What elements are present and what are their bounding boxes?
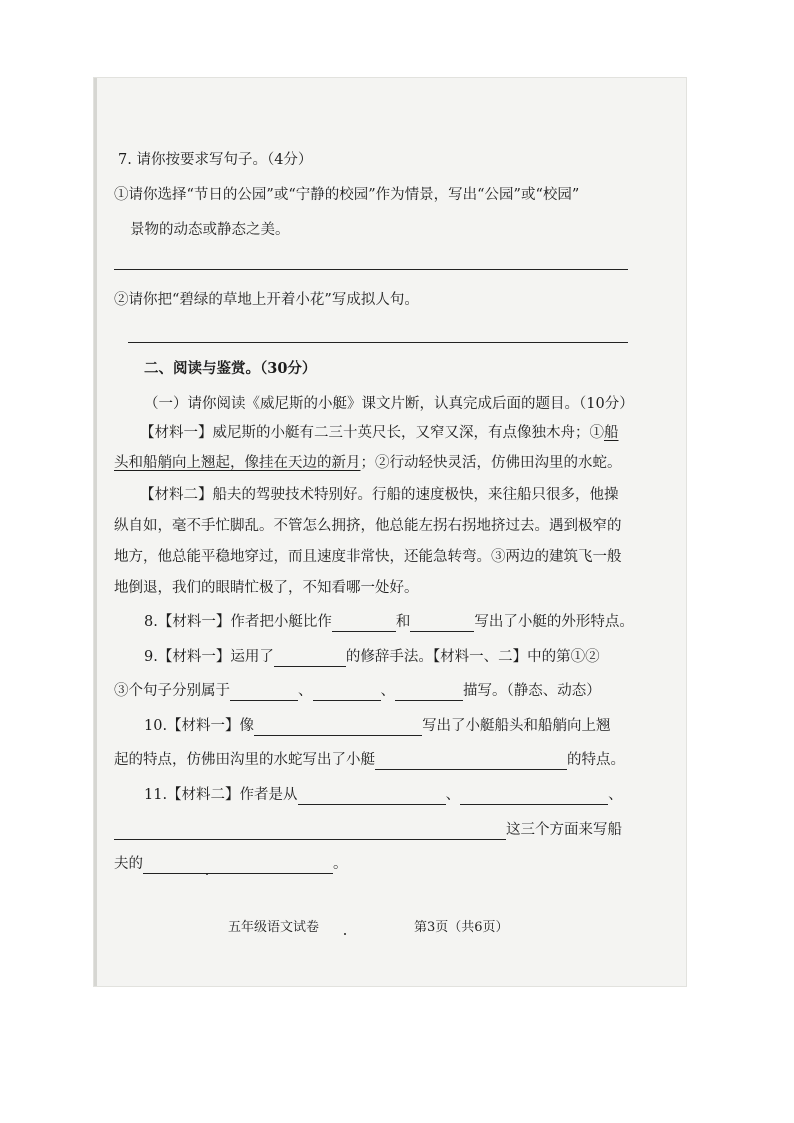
q9-blank-1[interactable] — [230, 684, 298, 701]
q8-part-a: 8.【材料一】作者把小艇比作 — [144, 614, 332, 630]
q9-sep-2: 、 — [380, 683, 395, 699]
q9-part-a: 9.【材料一】运用了 — [144, 649, 274, 665]
q8-blank-2[interactable] — [410, 615, 474, 632]
q11-line3 — [114, 854, 348, 874]
q10-line1 — [144, 716, 611, 736]
q11-sep-2: 、 — [608, 787, 623, 803]
material1-line1-text: 【材料一】威尼斯的小艇有二三十英尺长，又窄又深，有点像独木舟；① — [140, 425, 604, 441]
q10-blank-2[interactable] — [375, 753, 567, 770]
q7-answer-line-1[interactable] — [114, 269, 628, 270]
material1-line2-rest: ；②行动轻快灵活，仿佛田沟里的水蛇。 — [360, 455, 622, 471]
q7-item1-line2: 景物的动态或静态之美。 — [130, 222, 290, 238]
section2-heading: 二、阅读与鉴赏。（30分） — [144, 360, 317, 377]
footer-exam-title: 五年级语文试卷 — [228, 920, 320, 935]
q11-part-a: 11.【材料二】作者是从 — [144, 787, 298, 803]
q10-line2 — [114, 750, 625, 770]
q11-line2 — [114, 820, 622, 840]
q11-blank-3[interactable] — [114, 823, 506, 840]
section2-part1: （一）请你阅读《威尼斯的小艇》课文片断，认真完成后面的题目。（10分） — [144, 396, 634, 412]
material2-line4: 地倒退，我们的眼睛忙极了，不知看哪一处好。 — [114, 580, 419, 596]
q11-blank-2[interactable] — [460, 788, 608, 805]
footer-page-number: 第3页（共6页） — [414, 920, 509, 935]
scan-speck — [344, 933, 346, 935]
q7-item1-line1: ①请你选择“节日的公园”或“宁静的校园”作为情景，写出“公园”或“校园” — [114, 187, 580, 203]
q9-blank-rhetoric[interactable] — [274, 650, 346, 667]
q8-blank-1[interactable] — [332, 615, 396, 632]
q11-blank-4[interactable] — [143, 857, 333, 874]
exam-page — [94, 78, 686, 986]
q11-line1 — [144, 785, 623, 805]
q9-sep-1: 、 — [298, 683, 313, 699]
material1-underlined-sentence: 头和船艄向上翘起，像挂在天边的新月 — [114, 455, 361, 471]
q9-part-b: 的修辞手法。【材料一、二】中的第①② — [345, 649, 600, 665]
q11-sep-1: 、 — [445, 787, 461, 803]
q10-blank-1[interactable] — [254, 719, 422, 736]
q9-part-c: ③个句子分别属于 — [114, 683, 230, 699]
material2-line1: 【材料二】船夫的驾驶技术特别好。行船的速度极快，来往船只很多，他操 — [140, 487, 619, 503]
q11-part-f: 。 — [333, 856, 348, 872]
q9-blank-3[interactable] — [395, 684, 463, 701]
q8-part-c: 写出了小艇的外形特点。 — [474, 614, 634, 630]
q11-part-d: 这三个方面来写船 — [506, 822, 622, 838]
q10-part-a: 10.【材料一】像 — [144, 718, 255, 734]
scan-speck — [206, 873, 208, 875]
q10-part-d: 的特点。 — [567, 752, 625, 768]
q10-part-b: 写出了小艇船头和船艄向上翘 — [422, 718, 611, 734]
q11-part-e: 夫的 — [114, 856, 143, 872]
q8-part-b: 和 — [395, 614, 411, 630]
q9-blank-2[interactable] — [313, 684, 381, 701]
material1-line1 — [140, 423, 619, 443]
material1-line2 — [114, 453, 622, 473]
q11-blank-1[interactable] — [298, 788, 446, 805]
q8 — [144, 612, 634, 632]
q10-part-c: 起的特点，仿佛田沟里的水蛇写出了小艇 — [114, 752, 375, 768]
q7-answer-line-2[interactable] — [128, 342, 628, 343]
material1-underlined-start: 船 — [604, 425, 619, 441]
q9-line2 — [114, 681, 601, 701]
q9-line1 — [144, 647, 600, 667]
material2-line2: 纵自如，毫不手忙脚乱。不管怎么拥挤，他总能左拐右拐地挤过去。遇到极窄的 — [114, 518, 622, 534]
q9-part-f: 描写。（静态、动态） — [463, 683, 601, 699]
q7-item2: ②请你把“碧绿的草地上开着小花”写成拟人句。 — [114, 292, 419, 308]
q7-title: 7. 请你按要求写句子。（4分） — [118, 152, 313, 168]
material2-line3: 地方，他总能平稳地穿过，而且速度非常快，还能急转弯。③两边的建筑飞一般 — [114, 549, 622, 565]
